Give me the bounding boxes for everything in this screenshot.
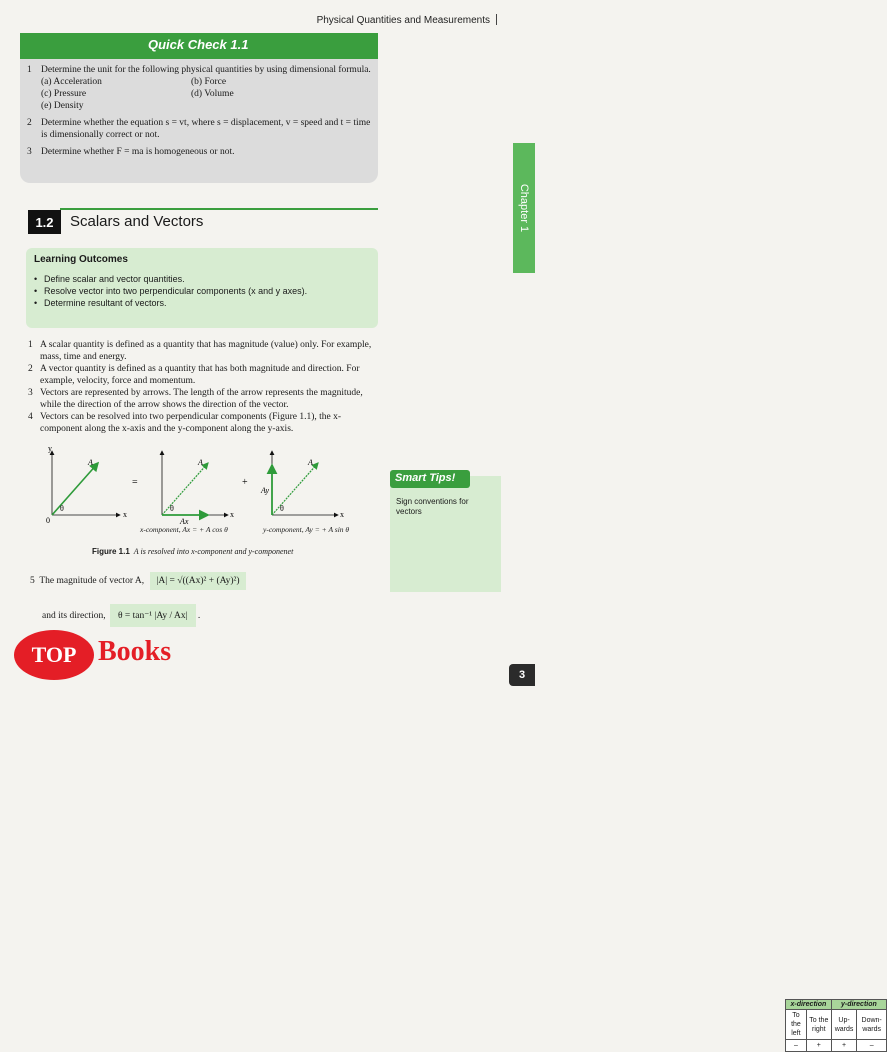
origin-label: 0 (46, 516, 50, 525)
quick-check-body (27, 64, 373, 163)
magnitude-formula: |A| = √((Ax)² + (Ay)²) (150, 572, 245, 590)
sign-down: – (857, 1040, 887, 1052)
option-a: (a) Acceleration (41, 77, 102, 87)
learning-outcome-1: • Define scalar and vector quantities. (34, 273, 370, 285)
equals-sign: = (132, 477, 138, 488)
vector-ay-label: Ay (261, 486, 269, 495)
figure-caption (92, 547, 293, 556)
sign-left: – (786, 1040, 807, 1052)
vector-a-label-3: A (308, 458, 313, 467)
point-4-number: 4 (28, 412, 33, 422)
vector-ax-label: Ax (180, 517, 189, 526)
plus-sign: + (242, 477, 248, 488)
section-title: Scalars and Vectors (70, 213, 204, 230)
question-3-number: 3 (27, 147, 32, 157)
question-1-number: 1 (27, 65, 32, 75)
cell-right: To the right (806, 1010, 831, 1040)
option-d: (d) Volume (191, 89, 234, 99)
y-component-caption: y-component, Ay = + A sin θ (263, 525, 350, 534)
smart-tips-title: Smart Tips! (390, 470, 470, 488)
section-number: 1.2 (28, 210, 61, 234)
direction-text: and its direction, (42, 611, 106, 621)
point-1-number: 1 (28, 340, 33, 350)
point-4 (28, 411, 378, 435)
point-2 (28, 363, 378, 387)
logo-books: Books (98, 636, 172, 667)
body-points (28, 339, 378, 435)
logo-top: TOP (14, 630, 94, 680)
vector-a-label: A (88, 458, 93, 467)
angle-label-3: θ (280, 504, 284, 513)
quick-check-title: Quick Check 1.1 (148, 37, 249, 52)
figure-panel-x-component (162, 451, 234, 526)
chapter-tab (513, 143, 535, 273)
figure-panel-vector (46, 444, 127, 525)
direction-end: . (197, 611, 201, 621)
header-divider (496, 14, 497, 25)
vector-a-label-2: A (198, 458, 203, 467)
chapter-tab-label: Chapter 1 (518, 183, 530, 233)
cell-up: Up-wards (831, 1010, 857, 1040)
point-1 (28, 339, 378, 363)
table-row (786, 1040, 887, 1052)
section-rule (60, 208, 378, 210)
question-2-number: 2 (27, 118, 32, 128)
running-header (317, 14, 497, 26)
option-e: (e) Density (41, 101, 84, 111)
point-2-number: 2 (28, 364, 33, 374)
option-b: (b) Force (191, 77, 227, 87)
x-direction-header: x-direction (786, 1000, 832, 1010)
learning-outcome-3: • Determine resultant of vectors. (34, 297, 370, 309)
cell-left: To the left (786, 1010, 807, 1040)
question-2-text: Determine whether the equation s = vt, where s = displacement, v = speed and t = time is dimensionally correct or not. (41, 118, 371, 140)
axis-x-label-2: x (230, 510, 234, 519)
x-component-caption: x-component, Ax = + A cos θ (140, 525, 228, 534)
point-3-number: 3 (28, 388, 33, 398)
point-1-text: A scalar quantity is defined as a quantity that has magnitude (value) only. For example, mass, time and energy. (40, 340, 372, 362)
page-number: 3 (509, 664, 535, 686)
axis-y-label: y (48, 444, 52, 453)
running-header-title: Physical Quantities and Measurements (316, 15, 490, 26)
question-2 (27, 117, 373, 141)
angle-label: θ (60, 504, 64, 513)
vector-resolution-figure (40, 445, 360, 525)
point-3 (28, 387, 378, 411)
learning-outcomes-list (34, 273, 370, 309)
sign-up: + (831, 1040, 857, 1052)
figure-caption-text: A is resolved into x-component and y-componenet (133, 547, 294, 556)
point-5-number: 5 (30, 576, 35, 586)
smart-tips-table-wrap (390, 476, 882, 1049)
angle-label-2: θ (170, 504, 174, 513)
question-1-text: Determine the unit for the following physical quantities by using dimensional formula. (41, 65, 371, 75)
point-2-text: A vector quantity is defined as a quantity that has both magnitude and direction. For example, velocity, force and momentum. (40, 364, 360, 386)
point-5-text: The magnitude of vector A, (39, 576, 145, 586)
table-header-row (786, 1000, 887, 1010)
y-direction-header: y-direction (831, 1000, 886, 1010)
cell-down: Down-wards (857, 1010, 887, 1040)
direction-line (42, 604, 200, 627)
question-3-text: Determine whether F = ma is homogeneous or not. (41, 147, 235, 157)
question-1-options (41, 76, 373, 112)
question-1 (27, 64, 373, 112)
question-3 (27, 146, 373, 158)
figure-caption-label: Figure 1.1 (92, 547, 130, 556)
quick-check-header (20, 33, 378, 59)
option-c: (c) Pressure (41, 89, 87, 99)
point-5 (30, 572, 246, 590)
axis-x-label: x (123, 510, 127, 519)
learning-outcomes-title: Learning Outcomes (34, 254, 128, 265)
table-row (786, 1010, 887, 1040)
smart-tips-text: Sign conventions for vectors (396, 497, 469, 516)
point-4-text: Vectors can be resolved into two perpendicular components (Figure 1.1), the x-component along the x-axis and the y-component along the y-axis. (40, 412, 342, 434)
direction-formula: θ = tan⁻¹ |Ay / Ax| (110, 604, 196, 627)
axis-x-label-3: x (340, 510, 344, 519)
sign-conventions-table (785, 999, 887, 1052)
point-3-text: Vectors are represented by arrows. The length of the arrow represents the magnitude, while the direction of the arrow shows the direction of the vector. (40, 388, 363, 410)
learning-outcome-2: • Resolve vector into two perpendicular components (x and y axes). (34, 285, 370, 297)
figure-panel-y-component (260, 451, 344, 519)
sign-right: + (806, 1040, 831, 1052)
